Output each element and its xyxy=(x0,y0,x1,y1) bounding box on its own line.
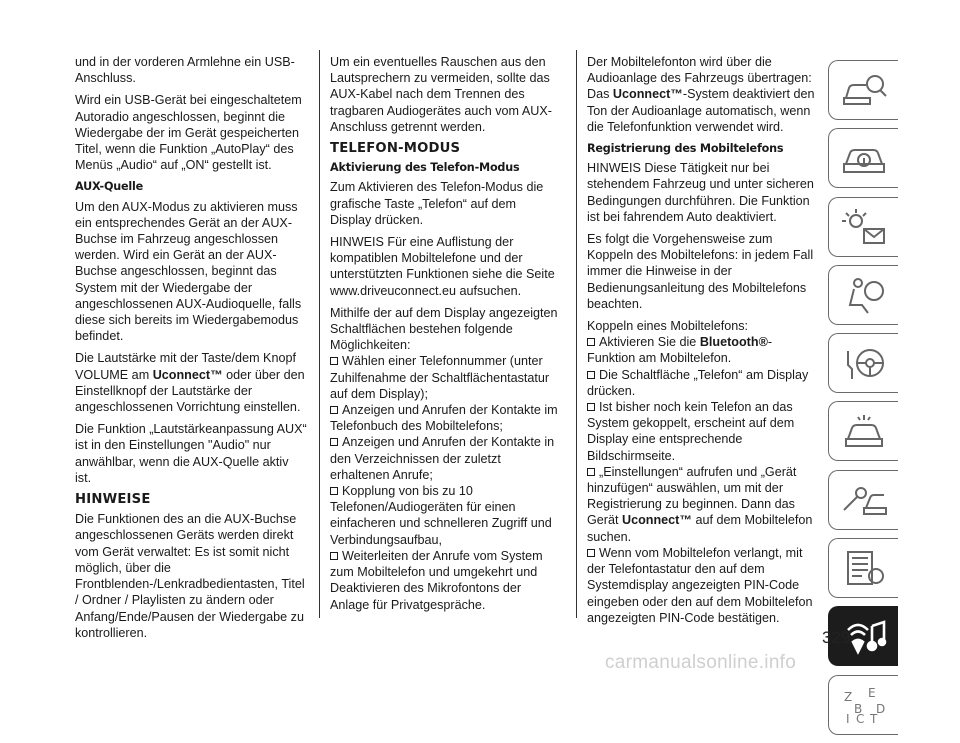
text-span: „Einstellungen“ aufrufen und „Gerät hinzufügen“ auswählen, um mit der Registrierung zu beginnen. Dann das Gerät xyxy=(587,464,797,528)
paragraph: HINWEIS Diese Tätigkeit nur bei stehendem Fahrzeug und unter sicheren Bedingungen durchführen. Die Funktion ist bei fahrendem Auto deaktiviert. xyxy=(587,161,814,224)
index-letters-icon xyxy=(840,685,888,725)
list-item xyxy=(330,483,560,548)
text-column-2 xyxy=(330,54,560,613)
bullet-square-icon xyxy=(587,468,595,476)
section-heading: HINWEISE xyxy=(75,492,151,508)
text-span: Die Lautstärke mit der Taste/dem Knopf VOLUME am xyxy=(75,351,296,382)
bullet-square-icon xyxy=(330,357,338,365)
list-item xyxy=(330,548,560,613)
technical-data-icon xyxy=(840,548,888,588)
svg-text:D: D xyxy=(875,701,885,716)
tab-safety[interactable] xyxy=(828,265,898,325)
list-item-text: Anzeigen und Anrufen der Kontakte im Telefonbuch des Mobiltelefons; xyxy=(330,403,558,434)
tab-index[interactable] xyxy=(828,675,898,735)
text-span: oder über den Einstellknopf der Lautstärke der angeschlossenen Vorrichtung einstellen. xyxy=(75,367,305,415)
svg-text:E: E xyxy=(867,685,876,700)
car-breakdown-icon xyxy=(840,411,888,451)
bullet-square-icon xyxy=(330,438,338,446)
tab-getting-to-know[interactable] xyxy=(828,60,898,120)
paragraph: Die Funktionen des an die AUX-Buchse angeschlossenen Geräts werden direkt vom Gerät verwaltet: Es ist somit nicht möglich, über die Frontblenden-/Lenkradbedientasten, Titel / Ordner / Playlisten zu ändern oder Anfang/Ende/Pausen der Wiedergabe zu kontrollieren. xyxy=(75,512,305,640)
paragraph: Es folgt die Vorgehensweise zum Koppeln des Mobiltelefons: in jedem Fall immer die Hinweise in der Bedienungsanleitung des Mobiltelefons beachten. xyxy=(587,232,814,311)
text-span: Aktivieren Sie die xyxy=(599,335,700,350)
tab-emergency[interactable] xyxy=(828,401,898,461)
paragraph xyxy=(587,54,819,135)
bullet-square-icon xyxy=(587,549,595,557)
list-item xyxy=(587,334,819,366)
svg-text:T: T xyxy=(869,711,877,725)
paragraph: Koppeln eines Mobiltelefons: xyxy=(587,319,749,334)
bullet-square-icon xyxy=(587,338,595,346)
list-item xyxy=(587,464,819,545)
svg-text:Z: Z xyxy=(843,689,852,704)
bullet-square-icon xyxy=(587,403,595,411)
lights-message-icon xyxy=(840,207,888,247)
svg-text:C: C xyxy=(855,711,864,725)
steering-wheel-icon xyxy=(840,343,888,383)
bullet-square-icon xyxy=(330,406,338,414)
list-item xyxy=(587,545,819,626)
section-subheading: Aktivierung des Telefon-Modus xyxy=(330,161,520,175)
list-item-text: Weiterleiten der Anrufe vom System zum Mobiltelefon und umgekehrt und Deaktivieren des Mikrofontons der Anlage für Privatgespräche. xyxy=(330,548,543,612)
list-item-text: Die Schaltfläche „Telefon“ am Display drücken. xyxy=(587,367,809,398)
text-span: -Funktion am Mobiltelefon. xyxy=(587,335,773,366)
paragraph: und in der vorderen Armlehne ein USB-Anschluss. xyxy=(75,55,295,86)
brand-name: Uconnect™ xyxy=(622,513,692,528)
tab-technical-data[interactable] xyxy=(828,538,898,598)
tab-safety-lights[interactable] xyxy=(828,197,898,257)
text-column-1 xyxy=(75,54,307,647)
brand-name: Uconnect™ xyxy=(612,87,683,102)
bullet-square-icon xyxy=(330,552,338,560)
text-column-3 xyxy=(587,54,819,626)
list-item-text: Wenn vom Mobiltelefon verlangt, mit der Telefontastatur den auf dem Systemdisplay angezeigten PIN-Code eingeben oder den auf dem Mobiltelefon angezeigten PIN-Code bestätigen. xyxy=(587,545,813,625)
list-item xyxy=(330,353,560,402)
column-divider-1 xyxy=(319,50,320,618)
list-item-text: Anzeigen und Anrufen der Kontakte in den Verzeichnissen der zuletzt erhaltenen Anrufe; xyxy=(330,435,555,482)
list-item-text: Wählen einer Telefonnummer (unter Zuhilfenahme der Schaltflächentastatur auf dem Display); xyxy=(330,354,550,401)
text-span: -System deaktiviert den Ton der Audioanlage automatisch, wenn die Telefonfunktion verwendet wird. xyxy=(587,87,815,134)
paragraph: HINWEIS Für eine Auflistung der kompatiblen Mobiltelefone und der unterstützten Funktionen siehe die Seite www.driveuconnect.eu aufsuchen. xyxy=(330,235,555,298)
svg-text:I: I xyxy=(845,711,850,725)
section-subheading: AUX-Quelle xyxy=(75,180,144,194)
brand-name: Uconnect™ xyxy=(152,367,223,382)
list-item xyxy=(587,367,819,399)
bullet-square-icon xyxy=(587,371,595,379)
paragraph: Wird ein USB-Gerät bei eingeschaltetem Autoradio angeschlossen, beginnt die Wiedergabe der im Gerät gespeicherten Titel, wenn die Funktion „AutoPlay“ des Menüs „Audio“ auf „ON“ gestellt ist. xyxy=(75,93,302,173)
watermark: carmanualsonline.info xyxy=(605,652,797,673)
list-item xyxy=(330,402,560,434)
svg-text:B: B xyxy=(853,701,862,716)
tab-starting-driving[interactable] xyxy=(828,333,898,393)
column-divider-2 xyxy=(576,50,577,618)
tab-servicing[interactable] xyxy=(828,470,898,530)
paragraph xyxy=(75,350,307,415)
list-item-text: Ist bisher noch kein Telefon an das System gekoppelt, erscheint auf dem Display eine entsprechende Bildschirmseite. xyxy=(587,400,795,463)
section-heading: TELEFON-MODUS xyxy=(330,141,461,157)
paragraph: Um den AUX-Modus zu aktivieren muss ein entsprechendes Gerät an der AUX-Buchse im Fahrzeug angeschlossen werden. Wird ein Gerät an der AUX-Buchse angeschlossen, beginnt das System mit der Wiedergabe der angeschlossenen AUX-Audioquelle, falls diese sich bereits im Wiedergabemodus befindet. xyxy=(75,199,302,344)
car-info-icon xyxy=(840,138,888,178)
bullet-square-icon xyxy=(330,487,338,495)
paragraph: Zum Aktivieren des Telefon-Modus die grafische Taste „Telefon“ auf dem Display drücken. xyxy=(330,180,544,227)
list-item-text: Kopplung von bis zu 10 Telefonen/Audiogeräten für einen einfacheren und schnelleren Zugriff und Verbindungsaufbau, xyxy=(330,484,552,547)
section-subheading: Registrierung des Mobiltelefons xyxy=(587,142,784,156)
car-search-icon xyxy=(840,70,888,110)
paragraph: Mithilfe der auf dem Display angezeigten Schaltflächen bestehen folgende Möglichkeiten: xyxy=(330,305,558,353)
tab-instrument-panel[interactable] xyxy=(828,128,898,188)
text-span: auf dem Mobiltelefon suchen. xyxy=(587,513,813,544)
paragraph: Die Funktion „Lautstärkeanpassung AUX“ ist in den Einstellungen "Audio" nur anwählbar, wenn die AUX-Quelle aktiv ist. xyxy=(75,422,307,485)
airbag-person-icon xyxy=(840,275,888,315)
page-number: 329 xyxy=(822,628,851,647)
text-span: Der Mobiltelefonton wird über die Audioanlage des Fahrzeugs übertragen: Das xyxy=(587,55,812,102)
list-item xyxy=(330,434,560,483)
car-service-icon xyxy=(840,480,888,520)
paragraph: Um ein eventuelles Rauschen aus den Lautsprechern zu vermeiden, sollte das AUX-Kabel nach dem Trennen des tragbaren Audiogerätes auch vom AUX-Anschluss getrennt werden. xyxy=(330,55,552,134)
list-item xyxy=(587,399,819,464)
brand-name: Bluetooth® xyxy=(699,335,768,350)
